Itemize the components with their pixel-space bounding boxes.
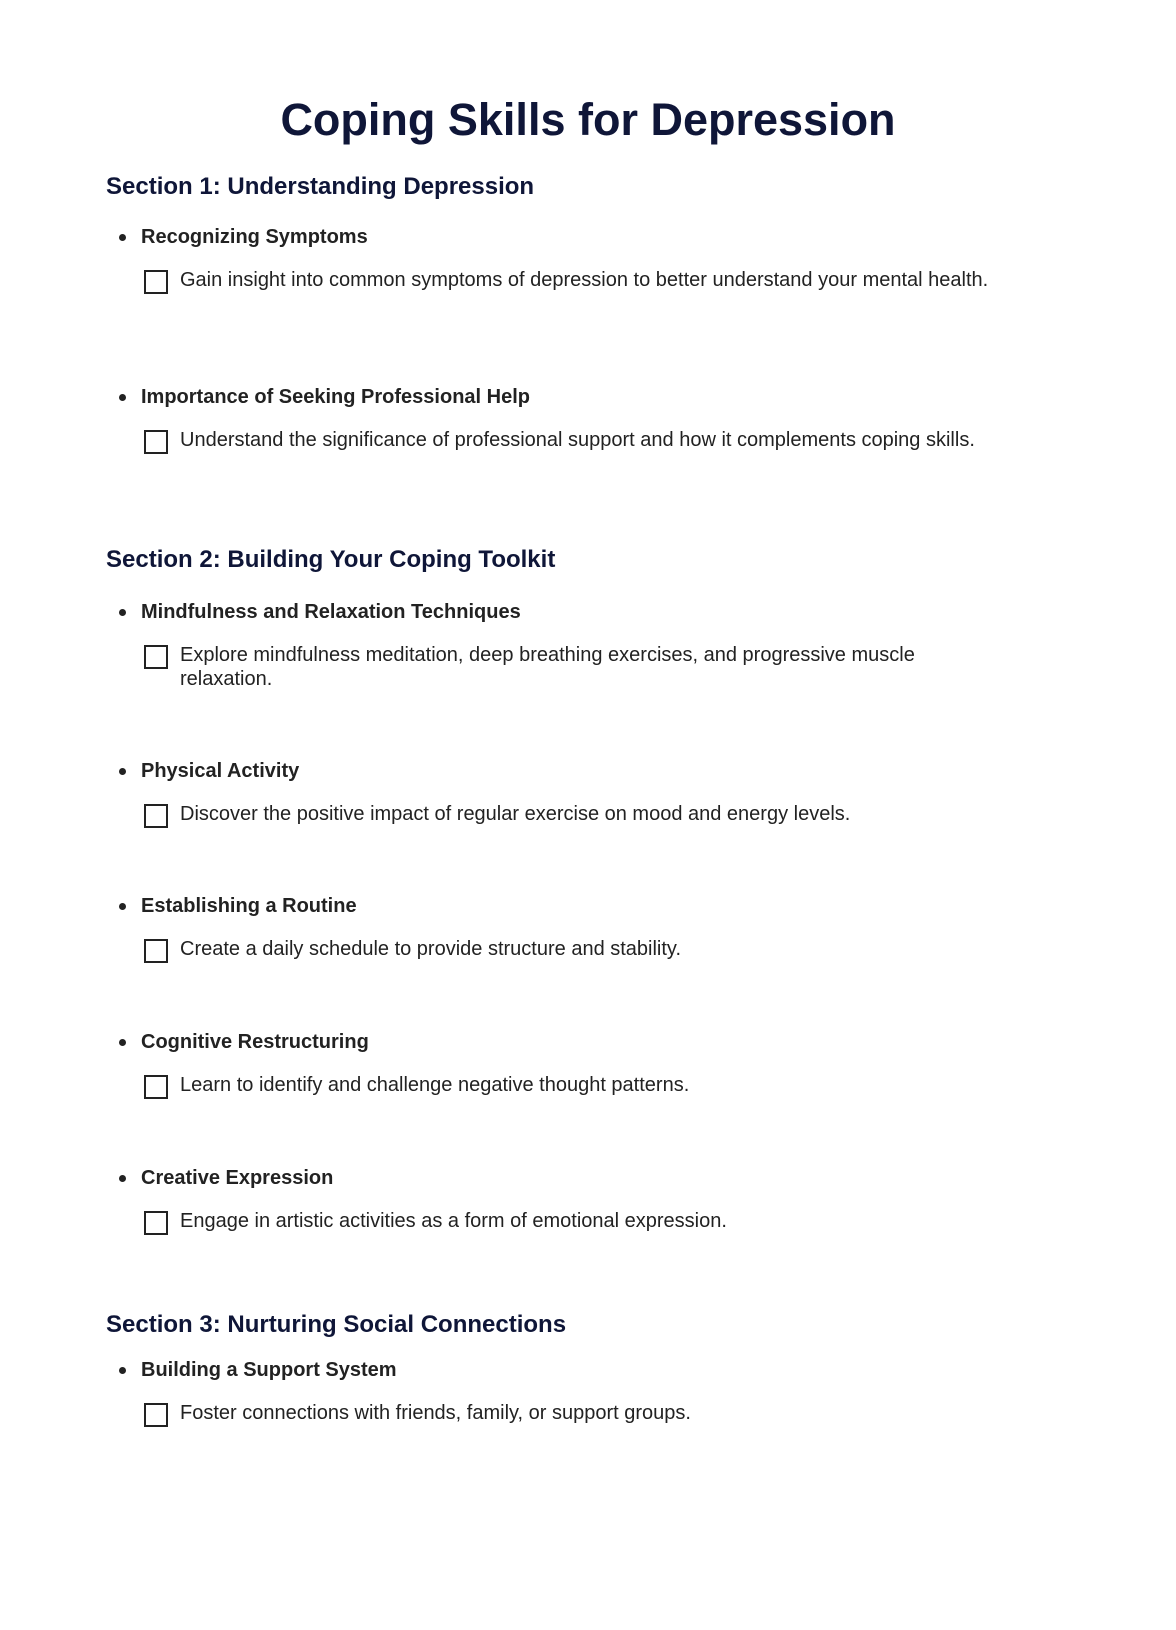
checklist-item: [118, 1358, 1018, 1427]
checkbox-row: [144, 1401, 1018, 1427]
item-heading: [118, 225, 1018, 249]
section-heading: Section 1: Understanding Depression: [106, 173, 535, 200]
item-title: Establishing a Routine: [141, 894, 357, 917]
item-heading: [118, 1358, 1018, 1382]
checkbox-row: [144, 802, 1018, 828]
bullet-icon: [119, 394, 126, 401]
item-description: Gain insight into common symptoms of depression to better understand your mental health.: [180, 269, 989, 291]
item-heading: [118, 1166, 1018, 1190]
bullet-icon: [119, 1175, 126, 1182]
bullet-icon: [119, 1367, 126, 1374]
item-heading: [118, 600, 1018, 624]
item-title: Cognitive Restructuring: [141, 1030, 369, 1053]
checkbox-row: [144, 268, 1018, 294]
checkbox[interactable]: [144, 270, 168, 294]
checkbox-row: [144, 1073, 1018, 1099]
item-description: Create a daily schedule to provide structure and stability.: [180, 938, 682, 960]
item-description: Discover the positive impact of regular exercise on mood and energy levels.: [180, 803, 851, 825]
item-heading: [118, 1030, 1018, 1054]
bullet-icon: [119, 768, 126, 775]
checkbox[interactable]: [144, 645, 168, 669]
item-description: Understand the significance of professional support and how it complements coping skills.: [180, 429, 975, 451]
item-heading: [118, 759, 1018, 783]
item-description: Engage in artistic activities as a form of emotional expression.: [180, 1210, 727, 1232]
item-description: Foster connections with friends, family, or support groups.: [180, 1402, 691, 1424]
checklist-item: [118, 600, 1018, 691]
checkbox[interactable]: [144, 804, 168, 828]
page-title: Coping Skills for Depression: [280, 94, 896, 145]
checklist-item: [118, 1166, 1018, 1235]
checkbox-row: [144, 937, 1018, 963]
checklist-item: [118, 225, 1018, 294]
checkbox[interactable]: [144, 430, 168, 454]
item-heading: [118, 894, 1018, 918]
bullet-icon: [119, 1039, 126, 1046]
item-title: Recognizing Symptoms: [141, 225, 368, 248]
item-title: Physical Activity: [141, 759, 300, 782]
item-title: Importance of Seeking Professional Help: [141, 385, 530, 408]
checklist-item: [118, 1030, 1018, 1099]
checkbox[interactable]: [144, 1075, 168, 1099]
checkbox-row: [144, 643, 1018, 691]
item-title: Mindfulness and Relaxation Techniques: [141, 600, 521, 623]
checkbox-row: [144, 428, 1018, 454]
checklist-item: [118, 759, 1018, 828]
bullet-icon: [119, 609, 126, 616]
bullet-icon: [119, 234, 126, 241]
checklist-item: [118, 385, 1018, 454]
item-title: Building a Support System: [141, 1358, 397, 1381]
bullet-icon: [119, 903, 126, 910]
section-heading: Section 2: Building Your Coping Toolkit: [106, 546, 556, 573]
item-heading: [118, 385, 1018, 409]
checklist-item: [118, 894, 1018, 963]
checkbox[interactable]: [144, 1211, 168, 1235]
checkbox-row: [144, 1209, 1018, 1235]
item-title: Creative Expression: [141, 1166, 334, 1189]
item-description: Explore mindfulness meditation, deep breathing exercises, and progressive muscle relaxation.: [180, 644, 915, 690]
item-description: Learn to identify and challenge negative thought patterns.: [180, 1074, 690, 1096]
section-heading: Section 3: Nurturing Social Connections: [106, 1311, 567, 1338]
checkbox[interactable]: [144, 1403, 168, 1427]
checkbox[interactable]: [144, 939, 168, 963]
